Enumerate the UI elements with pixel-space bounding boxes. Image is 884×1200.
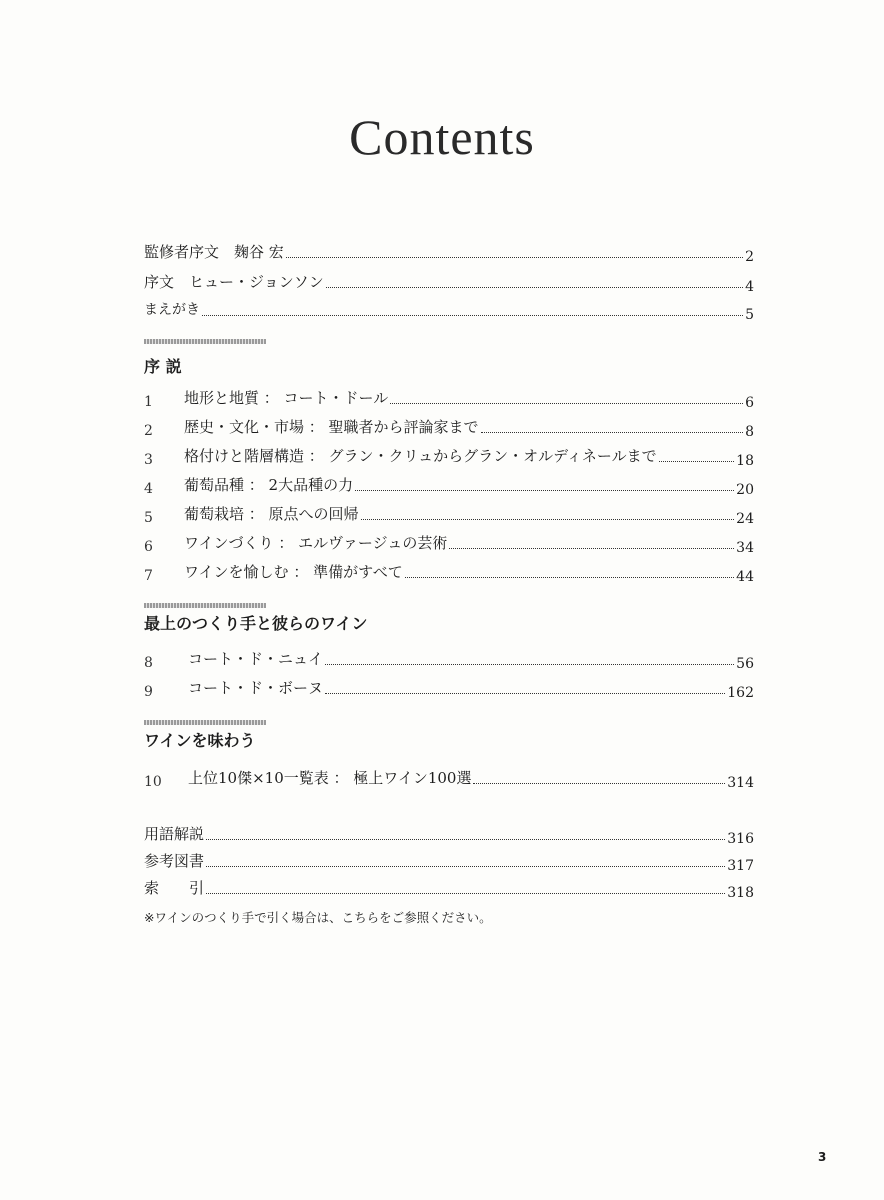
chapter-number: 4 [144, 481, 153, 497]
page-title: Contents [349, 109, 535, 165]
toc-entry-page: 2 [745, 249, 754, 265]
toc-entry-label: ワインづくり ： エルヴァージュの芸術 [184, 534, 448, 552]
toc-entry-page: 20 [736, 482, 754, 498]
toc-entry-label: 序文 ヒュー・ジョンソン [144, 273, 324, 291]
toc-entry-page: 8 [745, 424, 754, 440]
chapter-number: 8 [144, 655, 153, 671]
dot-leader [206, 865, 725, 867]
page-number: 3 [818, 1150, 827, 1164]
chapter-number: 9 [144, 684, 153, 700]
dot-leader [202, 314, 743, 316]
dot-leader [390, 402, 743, 404]
toc-entry-page: 6 [745, 395, 754, 411]
dot-leader [473, 782, 725, 784]
toc-entry-page: 316 [727, 831, 754, 847]
toc-entry-6[interactable] [144, 527, 754, 556]
toc-entry-label: 用語解説 [144, 825, 205, 843]
toc-entry-label: 葡萄品種 ： 2大品種の力 [184, 476, 354, 494]
toc-entry-2[interactable] [144, 411, 754, 440]
toc-entry-page: 34 [736, 540, 754, 556]
dot-leader [326, 286, 743, 288]
section-heading-2: 最上のつくり手と彼らのワイン [144, 614, 368, 633]
toc-entry-page: 318 [727, 885, 754, 901]
dot-leader [206, 892, 725, 894]
chapter-number: 3 [144, 452, 153, 468]
toc-entry-label: まえがき [144, 302, 200, 318]
toc-entry-1[interactable] [144, 382, 754, 411]
toc-entry-label: 格付けと階層構造 ： グラン・クリュからグラン・オルディネールまで [184, 447, 657, 465]
dot-leader [355, 489, 734, 491]
section-heading-3: ワインを味わう [144, 731, 256, 750]
toc-entry-label: ワインを愉しむ ： 準備がすべて [184, 563, 403, 581]
toc-entry-page: 317 [727, 858, 754, 874]
toc-entry-label: 索 引 [144, 879, 205, 897]
toc-entry-bibliography[interactable] [144, 845, 754, 874]
toc-entry-label: コート・ド・ボーヌ [188, 679, 324, 697]
chapter-number: 6 [144, 539, 153, 555]
toc-entry-4[interactable] [144, 469, 754, 498]
toc-entry-label: 監修者序文 麹谷 宏 [144, 243, 284, 261]
toc-entry-9[interactable] [144, 672, 754, 701]
dot-leader [325, 692, 725, 694]
toc-entry-page: 314 [727, 775, 754, 791]
toc-entry-index[interactable] [144, 872, 754, 901]
toc-entry-glossary[interactable] [144, 818, 754, 847]
chapter-number: 1 [144, 394, 153, 410]
chapter-number: 10 [144, 774, 162, 790]
toc-entry-page: 56 [736, 656, 754, 672]
toc-entry-10[interactable] [144, 762, 754, 791]
toc-entry-3[interactable] [144, 440, 754, 469]
toc-entry-front-3[interactable] [144, 294, 754, 323]
section-divider [144, 603, 266, 608]
chapter-number: 5 [144, 510, 153, 526]
toc-entry-8[interactable] [144, 643, 754, 672]
toc-entry-label: 上位10傑×10一覧表 ： 極上ワイン100選 [188, 769, 472, 787]
toc-entry-label: 葡萄栽培 ： 原点への回帰 [184, 505, 359, 523]
toc-entry-front-1[interactable] [144, 236, 754, 265]
dot-leader [481, 431, 744, 433]
toc-entry-label: コート・ド・ニュイ [188, 650, 324, 668]
dot-leader [325, 663, 734, 665]
dot-leader [361, 518, 735, 520]
toc-entry-7[interactable] [144, 556, 754, 585]
toc-entry-page: 44 [736, 569, 754, 585]
toc-entry-page: 5 [745, 307, 754, 323]
toc-entry-label: 地形と地質 ： コート・ドール [184, 389, 389, 407]
section-divider [144, 339, 266, 344]
dot-leader [449, 547, 734, 549]
toc-entry-page: 4 [745, 279, 754, 295]
chapter-number: 2 [144, 423, 153, 439]
toc-entry-label: 参考図書 [144, 852, 205, 870]
toc-entry-page: 18 [736, 453, 754, 469]
chapter-number: 7 [144, 568, 153, 584]
toc-entry-page: 162 [727, 685, 754, 701]
dot-leader [405, 576, 734, 578]
toc-entry-label: 歴史・文化・市場 ： 聖職者から評論家まで [184, 418, 479, 436]
dot-leader [206, 838, 725, 840]
section-divider [144, 720, 266, 725]
dot-leader [286, 256, 743, 258]
toc-entry-5[interactable] [144, 498, 754, 527]
toc-entry-page: 24 [736, 511, 754, 527]
section-heading-1: 序 説 [144, 357, 182, 376]
dot-leader [659, 460, 735, 462]
footnote: ※ワインのつくり手で引く場合は、こちらをご参照ください。 [144, 910, 492, 925]
toc-entry-front-2[interactable] [144, 266, 754, 295]
